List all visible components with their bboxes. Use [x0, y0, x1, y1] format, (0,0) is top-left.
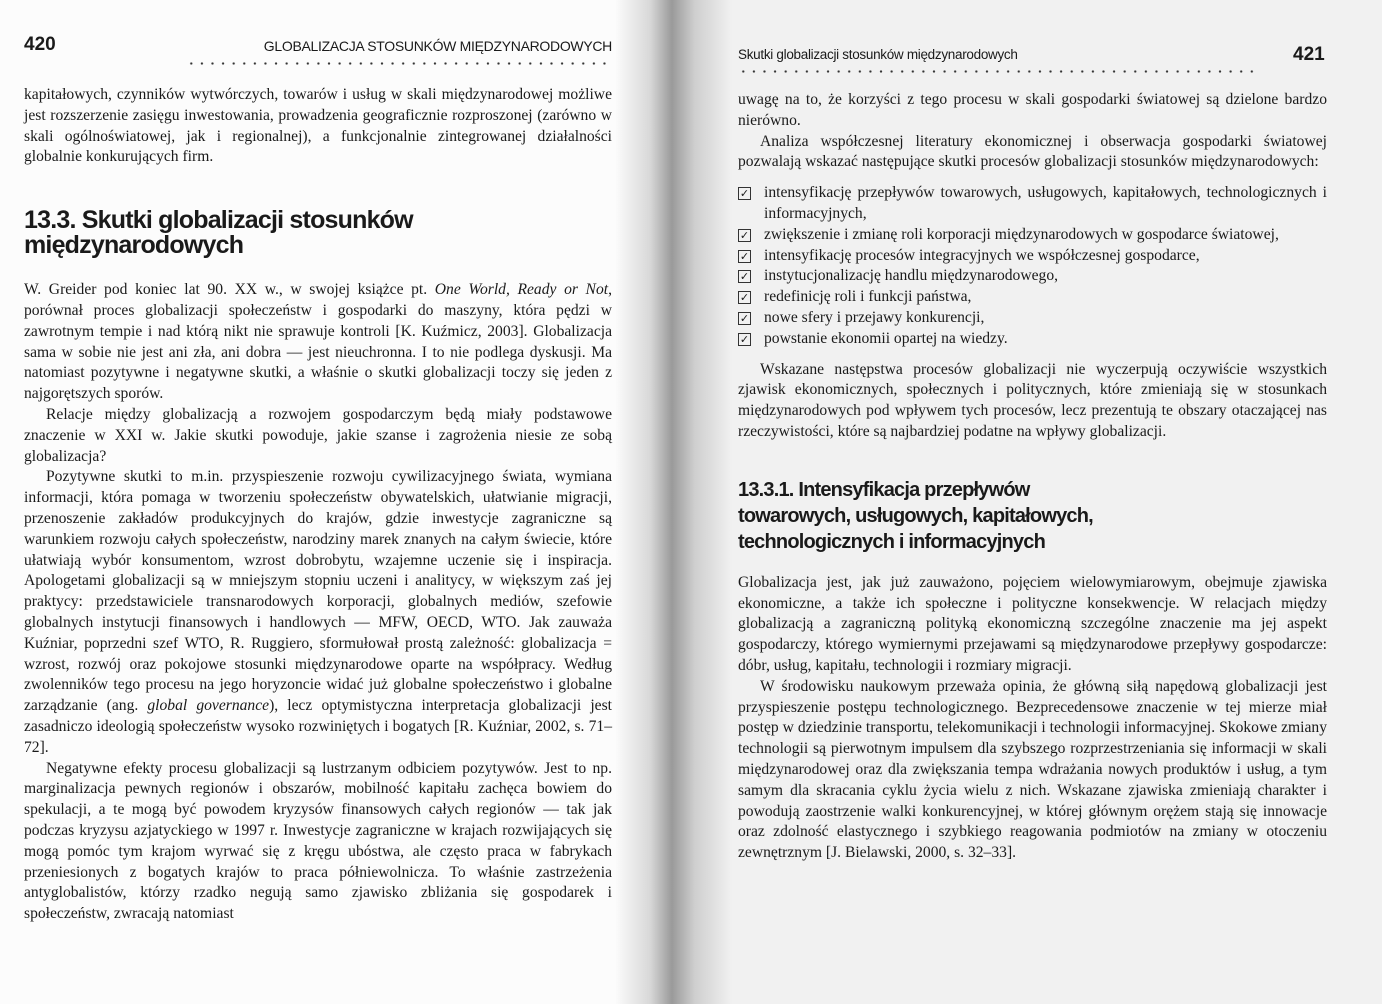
checklist-item	[738, 246, 1327, 267]
running-head: Skutki globalizacji stosunków międzynarodowych	[738, 47, 1018, 62]
left-page-text-column	[24, 85, 612, 925]
text: , porównał proces globalizacji społeczeństw i gospodarki do maszyny, która pędzi w zawrotnym tempie i nad którą nikt nie sprawuje kontroli [K. Kuźmicz, 2003]. Globalizacja sama w sobie nie jest ani zła, ani dobra — jest nieuchronna. I to nie podlega dyskusji. Ma natomiast pozytywne i negatywne skutki, a właśnie o skutki globalizacji toczy się jeden z najgorętszych sporów.	[24, 281, 612, 403]
checkbox-icon: ✓	[739, 249, 750, 263]
paragraph: Relacje między globalizacją a rozwojem gospodarczym będą miały podstawowe znaczenie w XXI w. Jakie skutki powoduje, jakie szanse i zagrożenia niesie ze sobą globalizacja?	[24, 405, 612, 465]
checkbox-icon: ✓	[739, 270, 750, 284]
page-number: 420	[24, 34, 56, 55]
subsection-title: Intensyfikacja przepływów towarowych, usługowych, kapitałowych, technologicznych i informacyjnych	[738, 478, 1093, 553]
paragraph: kapitałowych, czynników wytwórczych, towarów i usług w skali międzynarodowej możliwe jest rozszerzenie zasięgu inwestowania, prowadzenia geograficznie rozproszonej (zarówno w skali ogólnoświatowej, jak i regionalnej), a funkcjonalnie zintegrowanej działalności globalnie konkurujących firm.	[24, 86, 612, 166]
page-number: 421	[1293, 44, 1325, 65]
effects-checklist	[738, 183, 1327, 349]
checklist-item	[738, 225, 1327, 246]
checklist-text: intensyfikację procesów integracyjnych we współczesnej gospodarce,	[764, 246, 1200, 264]
checklist-item	[738, 287, 1327, 308]
right-page	[690, 0, 1382, 1004]
paragraph: uwagę na to, że korzyści z tego procesu w skali gospodarki światowej są dzielone bardzo nierówno.	[738, 91, 1327, 129]
checkbox-icon: ✓	[739, 187, 750, 201]
text: Pozytywne skutki to m.in. przyspieszenie rozwoju cywilizacyjnego świata, wymiana informacji, która pomaga w tworzeniu społeczeństw obywatelskich, ułatwianie migracji, przenoszenie zakładów produkcyjnych do krajów, gdzie inwestycje zagraniczne są warunkiem rozwoju całych społeczeństw, narodziny marek znanych na całym świecie, które ułatwiają wybór konsumentom, wzrost dobrobytu, wzajemne uczenie się i inspiracja. Apologetami globalizacji są w mniejszym stopniu uczeni i analitycy, w większym zaś jej praktycy: przedstawiciele transnarodowych korporacji, globalnych mediów, szefowie globalnych instytucji finansowych i handlowych — MFW, OECD, WTO. Jak zauważa Kuźniar, poprzedni szef WTO, R. Ruggiero, sformułował prostą zależność: globalizacja = wzrost, rozwój oraz pokojowe stosunki międzynarodowe oparte na współpracy. Według zwolenników tego procesu na jego horyzoncie widać już globalne społeczeństwo i globalne zarządzanie (ang.	[24, 468, 612, 715]
dotted-rule	[738, 70, 1258, 73]
running-head: GLOBALIZACJA STOSUNKÓW MIĘDZYNARODOWYCH	[263, 38, 612, 54]
paragraph: Wskazane następstwa procesów globalizacji nie wyczerpują oczywiście wszystkich zjawisk ekonomicznych, społecznych i politycznych, które zmieniają się w stosunkach międzynarodowych pod wpływem tych procesów, lecz prezentują te obszary otaczającej nas rzeczywistości, które są najbardziej podatne na wpływy globalizacji.	[738, 360, 1327, 440]
checkbox-icon: ✓	[739, 311, 750, 325]
right-page-text-column	[738, 90, 1327, 864]
checklist-text: instytucjonalizację handlu międzynarodowego,	[764, 267, 1059, 285]
paragraph: Analiza współczesnej literatury ekonomicznej i obserwacja gospodarki światowej pozwalają wskazać następujące skutki procesów globalizacji stosunków międzynarodowych:	[738, 132, 1327, 171]
text: W. Greider pod koniec lat 90. XX w., w swojej książce pt.	[24, 281, 435, 299]
italic-term: global governance	[147, 697, 270, 715]
checklist-item	[738, 266, 1327, 287]
text: ), lecz optymistyczna interpretacja globalizacji jest zasadniczo ideologią społeczeństw wysoko rozwiniętych i bogatych [R. Kuźniar, 2002, s. 71–72].	[24, 697, 612, 756]
paragraph: Negatywne efekty procesu globalizacji są lustrzanym odbiciem pozytywów. Jest to np. marginalizacja pewnych regionów i obszarów, mobilność kapitału zachęca bowiem do spekulacji, a te mogą być powodem kryzysów finansowych całych regionów — tak jak podczas kryzysu azjatyckiego w 1997 r. Inwestycje zagraniczne w krajach rozwijających się mogą pomóc tym krajom wyrwać się z kręgu ubóstwa, ale często praca w fabrykach przeniesionych z bogatych krajów to praca półniewolnicza. To właśnie zastrzeżenia antyglobalistów, którzy rzadko negują samo zjawisko zbliżania się gospodarek i społeczeństw, zwracają natomiast	[24, 759, 612, 923]
checkbox-icon: ✓	[739, 332, 750, 346]
book-title: One World, Ready or Not	[434, 281, 609, 299]
checklist-item	[738, 308, 1327, 329]
checklist-text: redefinicję roli i funkcji państwa,	[764, 288, 972, 306]
checklist-item	[738, 329, 1327, 350]
dotted-rule	[186, 62, 612, 65]
checklist-text: intensyfikację przepływów towarowych, usługowych, kapitałowych, technologicznych i informacyjnych,	[764, 184, 1327, 222]
checklist-text: zwiększenie i zmianę roli korporacji międzynarodowych w gospodarce światowej,	[764, 225, 1279, 243]
section-heading	[24, 208, 444, 258]
checkbox-icon: ✓	[739, 291, 750, 305]
checklist-text: powstanie ekonomii opartej na wiedzy.	[764, 329, 1008, 347]
subsection-number: 13.3.1.	[738, 478, 794, 501]
paragraph	[24, 467, 612, 758]
checklist-text: nowe sfery i przejawy konkurencji,	[764, 308, 985, 326]
left-page	[0, 0, 640, 1004]
paragraph: W środowisku naukowym przeważa opinia, że główną siłą napędową globalizacji jest przyspieszenie postępu technologicznego. Bezprecedensowe znaczenie w tej mierze miał postęp w dziedzinie transportu, telekomunikacji i technologii informacyjnej. Skokowe zmiany technologii są pierwotnym impulsem dla szybszego rozprzestrzeniania się informacji w skali międzynarodowej oraz dla zwiększania tempa wdrażania nowych produktów i usług, a tym samym dla skracania cyklu życia wielu z nich. Wskazane zjawiska zmieniają charakter i powodują zaostrzenie walki konkurencyjnej, w której głównym orężem stają się innowacje oraz zdolność elastycznego i szybkiego reagowania podmiotów na zmiany w otoczeniu zewnętrznym [J. Bielawski, 2000, s. 32–33].	[738, 677, 1327, 862]
paragraph	[24, 280, 612, 405]
subsection-heading	[738, 477, 1138, 555]
section-number: 13.3.	[24, 206, 76, 235]
section-title: Skutki globalizacji stosunków międzynarodowych	[24, 206, 413, 260]
checkbox-icon: ✓	[739, 228, 750, 242]
checklist-item	[738, 183, 1327, 225]
paragraph: Globalizacja jest, jak już zauważono, pojęciem wielowymiarowym, obejmuje zjawiska ekonomiczne, a także ich społeczne i polityczne konsekwencje. W relacjach między globalizacją a zagraniczną polityką ekonomiczną szczególne znaczenie ma jej aspekt gospodarczy, którego wymiernymi przejawami są międzynarodowe przepływy gospodarcze: dóbr, usług, kapitału, technologii i rozmiary migracji.	[738, 573, 1327, 674]
